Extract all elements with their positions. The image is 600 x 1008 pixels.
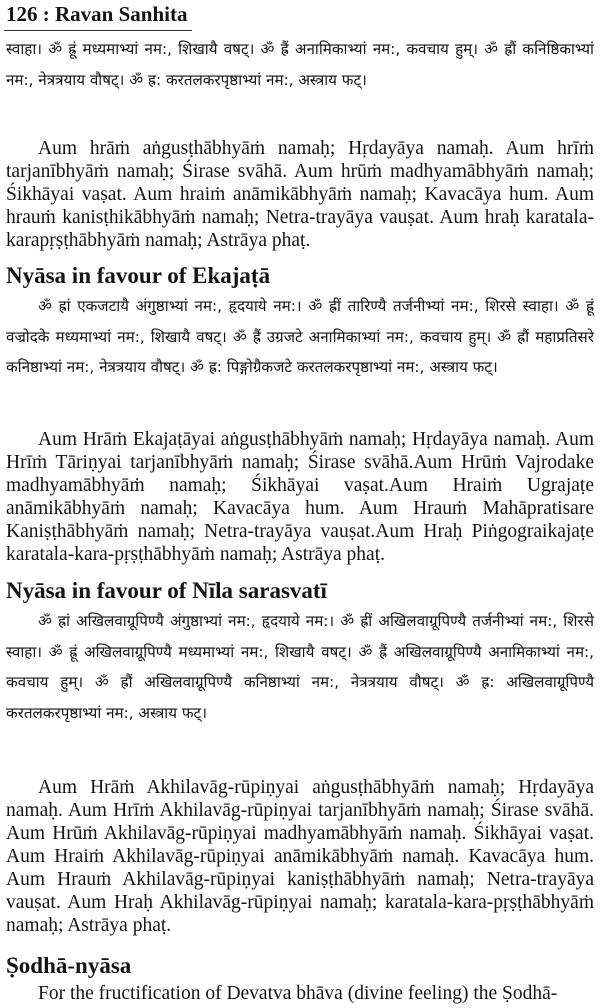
section-heading-sodha-nyasa: Ṣodhā-nyāsa [6, 953, 132, 978]
book-title: Ravan Sanhita [55, 2, 188, 26]
devanagari-paragraph-2: ॐ ह्रां एकजटायै अंगुष्ठाभ्यां नम:, हृदयाये नम:। ॐ ह्रीं तारिण्यै तर्जनीभ्यां नम:, शिरसे स्वाहा। ॐ ह्रूं वज्रोदके मध्यमाभ्यां नम:, शिखायै वषट्। ॐ ह्रैं उग्रजटे अनामिकाभ्यां नम:, कवचाय हुम्। ॐ ह्रौं महाप्रतिसरे कनिष्ठाभ्यां नम:, नेत्रत्रयाय वौषट्। ॐ ह्र: पिङ्गोग्रैकजटे करतलकरपृष्ठाभ्यां नम:, अस्त्राय फट्। [6, 297, 594, 376]
devanagari-paragraph-3: ॐ ह्रां अखिलवाग्रूपिण्यै अंगुष्ठाभ्यां नम:, हृदयाये नम:। ॐ ह्रीं अखिलवाग्रूपिण्यै तर्जनीभ्यां नम:, शिरसे स्वाहा। ॐ ह्रूं अखिलवाग्रूपिण्यै मध्यमाभ्यां नम:, शिखायै वषट्। ॐ ह्रैं अखिलवाग्रूपिण्यै अनामिकाभ्यां नम:, कवचाय हुम्। ॐ ह्रौं अखिलवाग्रूपिण्यै कनिष्ठाभ्यां नम:, नेत्रत्रयाय वौषट्। ॐ ह्र: अखिलवाग्रूपिण्यै करतलकरपृष्ठाभ्यां नम:, अस्त्राय फट्। [6, 612, 594, 722]
transliteration-paragraph-3: Aum Hrāṁ Akhilavāg-rūpiṇyai aṅgusṭhābhyāṁ namaḥ; Hṛdayāya namaḥ. Aum Hrīṁ Akhilavāg-rūpiṇyai tarjanībhyāṁ namaḥ; Śirase svāhā. Aum Hrūṁ Akhilavāg-rūpiṇyai madhyamābhyāṁ namaḥ. Śikhāyai vaṣat. Aum Hraiṁ Akhilavāg-rūpiṇyai anāmikābhyāṁ namaḥ. Kavacāya hum. Aum Hrauṁ Akhilavāg-rūpiṇyai kaniṣṭhābhyāṁ namaḥ; Netra-trayāya vauṣat. Aum Hraḥ Akhilavāg-rūpiṇyai namaḥ; karatala-kara-pṛṣṭhābhyāṁ namaḥ; Astrāya phaṭ. [6, 777, 594, 936]
transliteration-paragraph-1: Aum hrāṁ aṅgusṭhābhyāṁ namaḥ; Hṛdayāya namaḥ. Aum hrīṁ tarjanībhyāṁ namaḥ; Śirase svāhā. Aum hrūṁ madhyamābhyāṁ namaḥ; Śikhāyai vaṣat. Aum hraiṁ anāmikābhyāṁ namaḥ; Kavacāya hum. Aum hrauṁ kanisṭhikābhyāṁ namaḥ; Netra-trayāya vauṣat. Aum hraḥ karatala-karapṛṣṭhābhyāṁ namaḥ; Astrāya phaṭ. [6, 138, 594, 251]
header-rule [4, 30, 192, 31]
running-head [6, 2, 187, 27]
section-heading-ekajata: Nyāsa in favour of Ekajaṭā [6, 263, 271, 288]
section-heading-nila-sarasvati: Nyāsa in favour of Nīla sarasvatī [6, 578, 327, 603]
devanagari-paragraph-1: स्वाहा। ॐ ह्रूं मध्यमाभ्यां नम:, शिखायै वषट्। ॐ ह्रैं अनामिकाभ्यां नम:, कवचाय हुम्। ॐ ह्रौं कनिष्ठिकाभ्यां नम:, नेत्रत्रयाय वौषट्। ॐ ह्र: करतलकरपृष्ठाभ्यां नम:, अस्त्राय फट्। [6, 40, 594, 89]
header-separator: : [37, 2, 55, 26]
transliteration-paragraph-2: Aum Hrāṁ Ekajaṭāyai aṅgusṭhābhyāṁ namaḥ; Hṛdayāya namaḥ. Aum Hrīṁ Tāriṇyai tarjanībhyāṁ namaḥ; Śirase svāhā.Aum Hrūṁ Vajrodake madhyamābhyāṁ namaḥ; Śikhāyai vaṣat.Aum Hraiṁ Ugrajaṭe anāmikābhyāṁ namaḥ; Kavacāya hum. Aum Hrauṁ Mahāpratisare Kaniṣṭhābhyāṁ namaḥ; Netra-trayāya vauṣat.Aum Hraḥ Piṅgograikajaṭe karatala-kara-pṛṣṭhābhyāṁ namaḥ; Astrāya phaṭ. [6, 429, 594, 565]
page-number: 126 [6, 2, 38, 26]
transliteration-paragraph-4: For the fructification of Devatva bhāva (divine feeling) the Ṣodhā- [38, 983, 558, 1004]
